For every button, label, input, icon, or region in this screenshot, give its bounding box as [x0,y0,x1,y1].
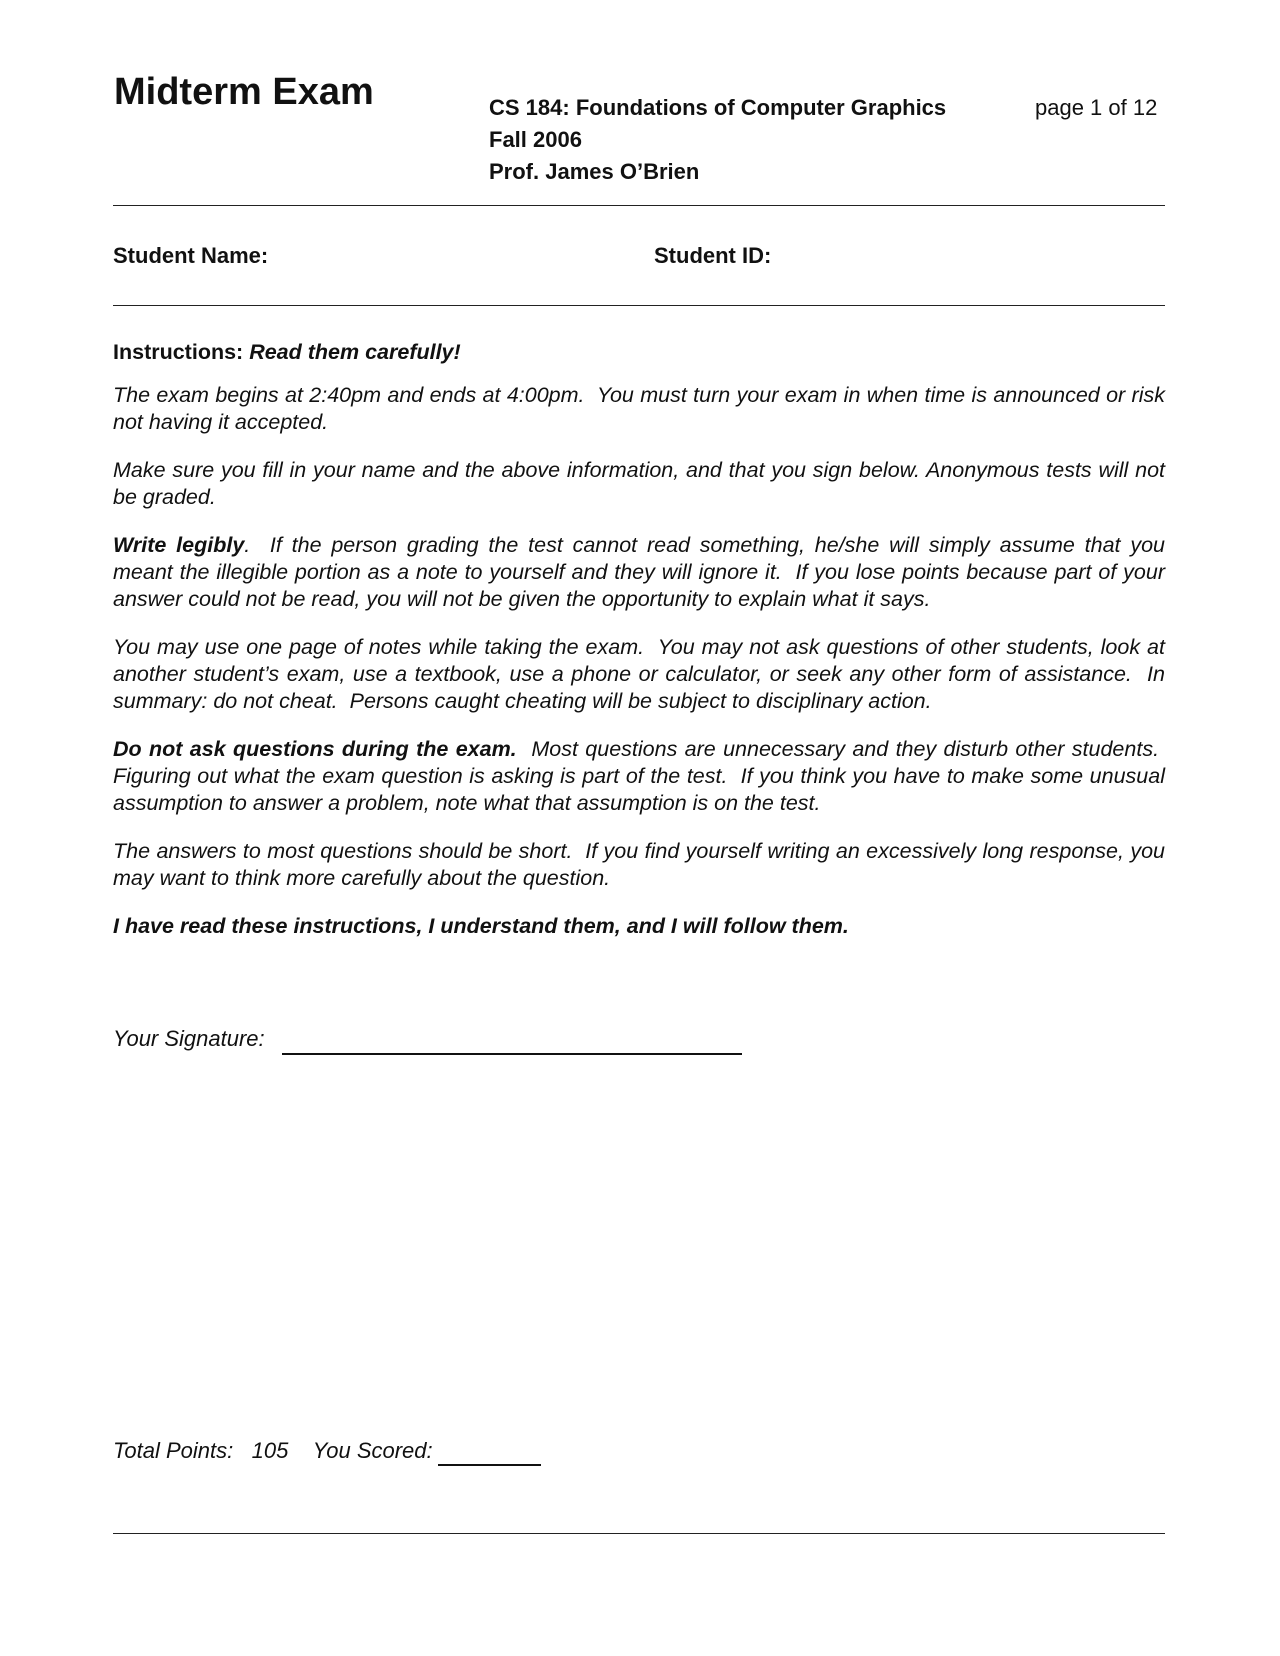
student-info-divider [113,305,1165,306]
signature-label: Your Signature: [113,1026,265,1051]
instructions-heading [113,339,1165,366]
signature-line[interactable] [282,1053,742,1055]
instructions-label-emphasis: Read them carefully! [249,340,461,364]
header-divider [113,205,1165,206]
student-id-label: Student ID: [654,243,772,268]
instruction-paragraph-answers: The answers to most questions should be short. If you find yourself writing an excessively long response, you may want to think more carefully about the question. [113,839,1165,890]
instruction-paragraph-questions [113,736,1165,817]
legibility-text: . If the person grading the test cannot read something, he/she will simply assume that you meant the illegible portion as a note to yourself and they will ignore it. If you lose points because part of your answer could not be read, you will not be given the opportunity to explain what it says. [113,533,1165,611]
instruction-paragraph-notes: You may use one page of notes while taking the exam. You may not ask questions of other students, look at another student’s exam, use a textbook, use a phone or calculator, or seek any other form of assistance. In summary: do not cheat. Persons caught cheating will be subject to disciplinary action. [113,635,1165,713]
page-number: page 1 of 12 [1035,95,1158,120]
instructions-label: Instructions: [113,340,244,364]
you-scored-label: You Scored: [312,1438,433,1463]
legibility-emphasis: Write legibly [113,533,245,557]
footer-divider [113,1533,1165,1534]
course-name: CS 184: Foundations of Computer Graphics [489,95,947,120]
score-line[interactable] [438,1464,541,1466]
questions-text: Most questions are unnecessary and they disturb other students. Figuring out what the exam question is asking is part of the test. If you think you have to make some unusual assumption to answer a problem, note what that assumption is on the test. [113,737,1166,815]
course-professor: Prof. James O’Brien [489,159,700,184]
student-name-label: Student Name: [113,243,269,268]
questions-emphasis: Do not ask questions during the exam. [113,737,517,761]
exam-title: Midterm Exam [114,71,374,113]
total-points-value: 105 [251,1438,289,1463]
instruction-paragraph-name: Make sure you fill in your name and the above information, and that you sign below. Anonymous tests will not be graded. [113,458,1165,509]
instruction-paragraph-legibility [113,532,1165,613]
score-row [113,1440,433,1462]
instruction-paragraph-time: The exam begins at 2:40pm and ends at 4:00pm. You must turn your exam in when time is announced or risk not having it accepted. [113,383,1165,434]
course-info [489,92,946,188]
affirmation-statement: I have read these instructions, I understand them, and I will follow them. [113,914,849,938]
course-term: Fall 2006 [489,127,582,152]
instructions-section [113,339,1165,961]
total-points-label: Total Points: [113,1438,234,1463]
